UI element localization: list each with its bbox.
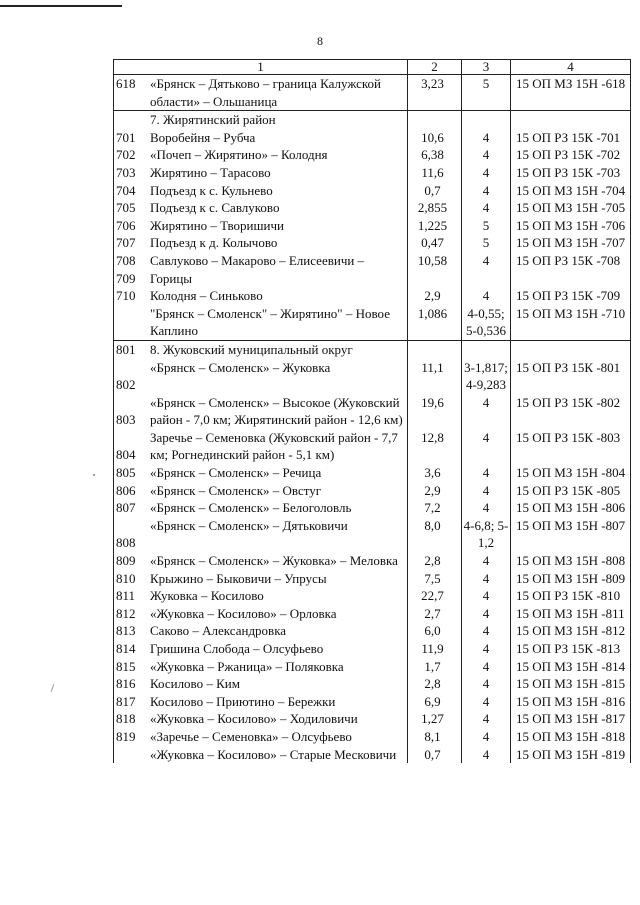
road-code: 15 ОП РЗ 15К -702 <box>511 146 631 164</box>
road-category: 4 <box>462 464 511 482</box>
road-code: 15 ОП РЗ 15К -810 <box>511 587 631 605</box>
table-row <box>114 199 631 217</box>
road-code: 15 ОП МЗ 15Н -811 <box>511 605 631 623</box>
road-length: 2,9 <box>408 482 462 500</box>
road-category: 4 <box>462 552 511 570</box>
road-code: 15 ОП РЗ 15К -801 <box>511 359 631 394</box>
road-code: 15 ОП РЗ 15К -709 <box>511 287 631 305</box>
row-number: 801 <box>116 341 136 357</box>
road-name: Подъезд к с. Савлуково <box>114 199 408 217</box>
table-row <box>114 129 631 147</box>
header-col-1: 1 <box>114 60 408 75</box>
table-row <box>114 146 631 164</box>
row-number: 811 <box>116 588 136 604</box>
road-length: 1,225 <box>408 217 462 235</box>
road-code: 15 ОП МЗ 15Н -809 <box>511 570 631 588</box>
road-length: 8,1 <box>408 728 462 746</box>
road-name: «Брянск – Дятьково – граница Калужской области» – Ольшаница <box>114 75 408 111</box>
road-length: 2,8 <box>408 552 462 570</box>
table-row <box>114 164 631 182</box>
table-row <box>114 710 631 728</box>
row-number: 705 <box>116 200 136 216</box>
row-number: 807 <box>116 500 136 516</box>
section-cat <box>462 340 511 358</box>
row-number: 806 <box>116 482 136 498</box>
road-category: 5 <box>462 217 511 235</box>
road-category: 4 <box>462 199 511 217</box>
row-number: 818 <box>116 711 136 727</box>
road-category: 4 <box>462 710 511 728</box>
table-body <box>114 75 631 764</box>
road-category: 4 <box>462 675 511 693</box>
table-row <box>114 570 631 588</box>
table-row <box>114 359 631 394</box>
row-number: 810 <box>116 570 136 586</box>
road-name: Подъезд к с. Кульнево <box>114 182 408 200</box>
road-length: 6,38 <box>408 146 462 164</box>
table-row <box>114 693 631 711</box>
road-code: 15 ОП РЗ 15К -708 <box>511 252 631 287</box>
road-code: 15 ОП МЗ 15Н -710 <box>511 305 631 341</box>
road-category: 4-0,55; 5-0,536 <box>462 305 511 341</box>
header-col-4: 4 <box>511 60 631 75</box>
table-row <box>114 605 631 623</box>
road-code: 15 ОП МЗ 15Н -807 <box>511 517 631 552</box>
road-code: 15 ОП РЗ 15К -813 <box>511 640 631 658</box>
road-name: «Заречье – Семеновка» – Олсуфьево <box>114 728 408 746</box>
road-code: 15 ОП МЗ 15Н -818 <box>511 728 631 746</box>
row-number: 708 <box>116 252 136 268</box>
row-number: 703 <box>116 164 136 180</box>
road-name: «Брянск – Смоленск» – Речица <box>114 464 408 482</box>
row-number: 709 <box>116 270 136 286</box>
road-name: «Брянск – Смоленск» – Белоголовль <box>114 499 408 517</box>
road-category: 4 <box>462 394 511 429</box>
table-header-row <box>114 60 631 75</box>
table-row <box>114 287 631 305</box>
road-code: 15 ОП МЗ 15Н -814 <box>511 658 631 676</box>
section-len <box>408 340 462 358</box>
table-row <box>114 75 631 111</box>
table-row <box>114 234 631 252</box>
row-number: 815 <box>116 658 136 674</box>
row-number: 704 <box>116 182 136 198</box>
road-length: 0,7 <box>408 746 462 764</box>
road-category: 4 <box>462 640 511 658</box>
road-name: Жирятино – Тарасово <box>114 164 408 182</box>
road-length: 11,1 <box>408 359 462 394</box>
road-name: Косилово – Ким <box>114 675 408 693</box>
table-row <box>114 499 631 517</box>
road-length: 22,7 <box>408 587 462 605</box>
roads-table <box>113 59 631 763</box>
road-name: Саково – Александровка <box>114 622 408 640</box>
row-number: 817 <box>116 693 136 709</box>
road-code: 15 ОП МЗ 15Н -706 <box>511 217 631 235</box>
road-length: 7,5 <box>408 570 462 588</box>
top-rule <box>0 5 122 7</box>
road-code: 15 ОП МЗ 15Н -808 <box>511 552 631 570</box>
road-code: 15 ОП МЗ 15Н -819 <box>511 746 631 764</box>
road-name: «Брянск – Смоленск» – Высокое (Жуковский район - 7,0 км; Жирятинский район - 12,6 км) <box>114 394 408 429</box>
row-number: 618 <box>116 75 136 91</box>
road-code: 15 ОП РЗ 15К -701 <box>511 129 631 147</box>
row-number: 707 <box>116 235 136 251</box>
table-row <box>114 482 631 500</box>
road-length: 2,9 <box>408 287 462 305</box>
road-length: 8,0 <box>408 517 462 552</box>
road-length: 2,8 <box>408 675 462 693</box>
table-row <box>114 464 631 482</box>
row-number: 805 <box>116 465 136 481</box>
row-number: 802 <box>116 377 136 393</box>
row-number: 702 <box>116 147 136 163</box>
road-length: 1,27 <box>408 710 462 728</box>
road-name: Савлуково – Макарово – Елисеевичи – Горицы <box>114 252 408 287</box>
road-category: 4 <box>462 570 511 588</box>
road-length: 6,9 <box>408 693 462 711</box>
road-category: 5 <box>462 75 511 111</box>
road-name: Воробейня – Рубча <box>114 129 408 147</box>
road-code: 15 ОП РЗ 15К -802 <box>511 394 631 429</box>
road-length: 6,0 <box>408 622 462 640</box>
road-name: «Брянск – Смоленск» – Овстуг <box>114 482 408 500</box>
road-name: «Почеп – Жирятино» – Колодня <box>114 146 408 164</box>
road-category: 4 <box>462 693 511 711</box>
row-number: 819 <box>116 728 136 744</box>
table-row <box>114 587 631 605</box>
section-code <box>511 340 631 358</box>
road-length: 11,9 <box>408 640 462 658</box>
row-number: 803 <box>116 412 136 428</box>
road-code: 15 ОП МЗ 15Н -618 <box>511 75 631 111</box>
row-number: 808 <box>116 535 136 551</box>
road-code: 15 ОП МЗ 15Н -806 <box>511 499 631 517</box>
road-code: 15 ОП МЗ 15Н -816 <box>511 693 631 711</box>
table-row <box>114 182 631 200</box>
road-category: 4 <box>462 429 511 464</box>
scan-dot <box>93 474 95 476</box>
row-number: 816 <box>116 676 136 692</box>
road-code: 15 ОП МЗ 15Н -804 <box>511 464 631 482</box>
road-name: «Жуковка – Ржаница» – Поляковка <box>114 658 408 676</box>
road-category: 4 <box>462 482 511 500</box>
road-name: Заречье – Семеновка (Жуковский район - 7,7 км; Рогнединский район - 5,1 км) <box>114 429 408 464</box>
road-code: 15 ОП МЗ 15Н -812 <box>511 622 631 640</box>
road-name: «Брянск – Смоленск» – Дятьковичи <box>114 517 408 552</box>
road-name: Жирятино – Творишичи <box>114 217 408 235</box>
row-number: 812 <box>116 605 136 621</box>
road-category: 4 <box>462 587 511 605</box>
road-code: 15 ОП МЗ 15Н -707 <box>511 234 631 252</box>
row-number: 706 <box>116 217 136 233</box>
road-name: Косилово – Приютино – Бережки <box>114 693 408 711</box>
road-name: "Брянск – Смоленск" – Жирятино" – Новое Каплино <box>114 305 408 341</box>
road-code: 15 ОП МЗ 15Н -704 <box>511 182 631 200</box>
road-category: 4 <box>462 146 511 164</box>
road-code: 15 ОП МЗ 15Н -705 <box>511 199 631 217</box>
scan-mark <box>51 684 55 692</box>
road-category: 4 <box>462 182 511 200</box>
row-number: 809 <box>116 553 136 569</box>
road-category: 4-6,8; 5-1,2 <box>462 517 511 552</box>
road-name: «Жуковка – Косилово» – Старые Месковичи <box>114 746 408 764</box>
section-row <box>114 111 631 129</box>
road-category: 4 <box>462 499 511 517</box>
road-length: 10,58 <box>408 252 462 287</box>
table-row <box>114 552 631 570</box>
road-length: 1,7 <box>408 658 462 676</box>
section-title: 8. Жуковский муниципальный округ <box>114 340 408 358</box>
road-length: 2,7 <box>408 605 462 623</box>
table-row <box>114 394 631 429</box>
section-code <box>511 111 631 129</box>
road-name: «Брянск – Смоленск» – Жуковка <box>114 359 408 394</box>
road-category: 4 <box>462 164 511 182</box>
table-row <box>114 429 631 464</box>
road-length: 11,6 <box>408 164 462 182</box>
row-number: 701 <box>116 129 136 145</box>
road-category: 4 <box>462 605 511 623</box>
road-length: 7,2 <box>408 499 462 517</box>
header-col-3: 3 <box>462 60 511 75</box>
road-category: 4 <box>462 129 511 147</box>
table-row <box>114 517 631 552</box>
road-length: 1,086 <box>408 305 462 341</box>
table-row <box>114 640 631 658</box>
table-row <box>114 658 631 676</box>
road-name: Крыжино – Быковичи – Упрусы <box>114 570 408 588</box>
table-row <box>114 728 631 746</box>
road-name: Подъезд к д. Колычово <box>114 234 408 252</box>
road-length: 19,6 <box>408 394 462 429</box>
road-category: 4 <box>462 287 511 305</box>
road-name: «Жуковка – Косилово» – Орловка <box>114 605 408 623</box>
road-length: 3,23 <box>408 75 462 111</box>
road-code: 15 ОП МЗ 15Н -815 <box>511 675 631 693</box>
road-code: 15 ОП РЗ 15К -803 <box>511 429 631 464</box>
road-category: 4 <box>462 746 511 764</box>
row-number: 813 <box>116 623 136 639</box>
row-number: 804 <box>116 447 136 463</box>
page-number: 8 <box>317 34 323 48</box>
road-name: Жуковка – Косилово <box>114 587 408 605</box>
table-row <box>114 252 631 287</box>
road-code: 15 ОП МЗ 15Н -817 <box>511 710 631 728</box>
table-row <box>114 675 631 693</box>
section-title: 7. Жирятинский район <box>114 111 408 129</box>
header-col-2: 2 <box>408 60 462 75</box>
row-number: 710 <box>116 288 136 304</box>
road-category: 4 <box>462 728 511 746</box>
table-row <box>114 305 631 341</box>
row-number: 814 <box>116 641 136 656</box>
section-row <box>114 340 631 358</box>
road-name: «Брянск – Смоленск» – Жуковка» – Меловка <box>114 552 408 570</box>
road-length: 10,6 <box>408 129 462 147</box>
road-length: 0,7 <box>408 182 462 200</box>
road-code: 15 ОП РЗ 15К -703 <box>511 164 631 182</box>
road-length: 0,47 <box>408 234 462 252</box>
table-row <box>114 217 631 235</box>
road-length: 2,855 <box>408 199 462 217</box>
road-length: 3,6 <box>408 464 462 482</box>
road-category: 4 <box>462 252 511 287</box>
road-category: 4 <box>462 658 511 676</box>
road-category: 5 <box>462 234 511 252</box>
table-row <box>114 746 631 764</box>
section-len <box>408 111 462 129</box>
section-cat <box>462 111 511 129</box>
road-name: «Жуковка – Косилово» – Ходиловичи <box>114 710 408 728</box>
road-code: 15 ОП РЗ 15К -805 <box>511 482 631 500</box>
road-length: 12,8 <box>408 429 462 464</box>
road-category: 4 <box>462 622 511 640</box>
road-category: 3-1,817; 4-9,283 <box>462 359 511 394</box>
road-name: Колодня – Синьково <box>114 287 408 305</box>
road-name: Гришина Слобода – Олсуфьево <box>114 640 408 658</box>
table-row <box>114 622 631 640</box>
